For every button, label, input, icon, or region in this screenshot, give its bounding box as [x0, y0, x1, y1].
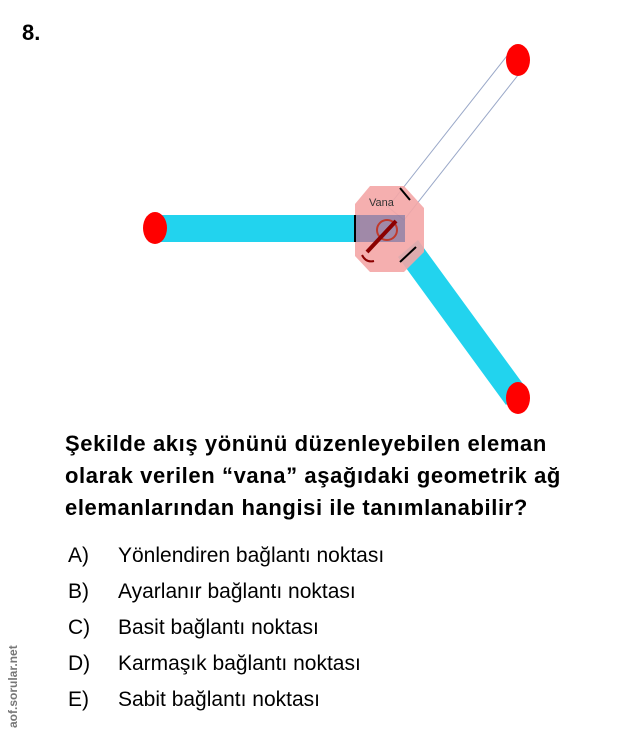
option-text: Sabit bağlantı noktası	[118, 688, 320, 711]
left-node	[143, 212, 167, 244]
option-text: Yönlendiren bağlantı noktası	[118, 544, 385, 567]
option-letter: A)	[68, 544, 89, 567]
option-d[interactable]	[68, 646, 384, 682]
question-line: Şekilde akış yönünü düzenleyebilen eleman	[65, 431, 547, 456]
question-text	[65, 428, 625, 524]
bottom-right-node	[506, 382, 530, 414]
option-letter: D)	[68, 652, 91, 675]
lower-right-pipe	[398, 240, 526, 405]
option-b[interactable]	[68, 574, 384, 610]
option-text: Karmaşık bağlantı noktası	[118, 652, 361, 675]
left-pipe	[155, 215, 360, 242]
question-line: elemanlarından hangisi ile tanımlanabilir?	[65, 495, 528, 520]
option-text: Ayarlanır bağlantı noktası	[118, 580, 356, 603]
option-letter: E)	[68, 688, 89, 711]
side-watermark: aof.sorular.net	[6, 645, 20, 728]
question-number: 8.	[22, 20, 41, 45]
option-a[interactable]	[68, 538, 384, 574]
option-letter: B)	[68, 580, 89, 603]
option-letter: C)	[68, 616, 91, 639]
top-right-node	[506, 44, 530, 76]
option-c[interactable]	[68, 610, 384, 646]
answer-options	[68, 538, 384, 718]
option-text: Basit bağlantı noktası	[118, 616, 319, 639]
option-e[interactable]	[68, 682, 384, 718]
valve-node	[355, 186, 424, 272]
question-line: olarak verilen “vana” aşağıdaki geometrik ağ	[65, 463, 561, 488]
valve-label: Vana	[369, 197, 394, 209]
